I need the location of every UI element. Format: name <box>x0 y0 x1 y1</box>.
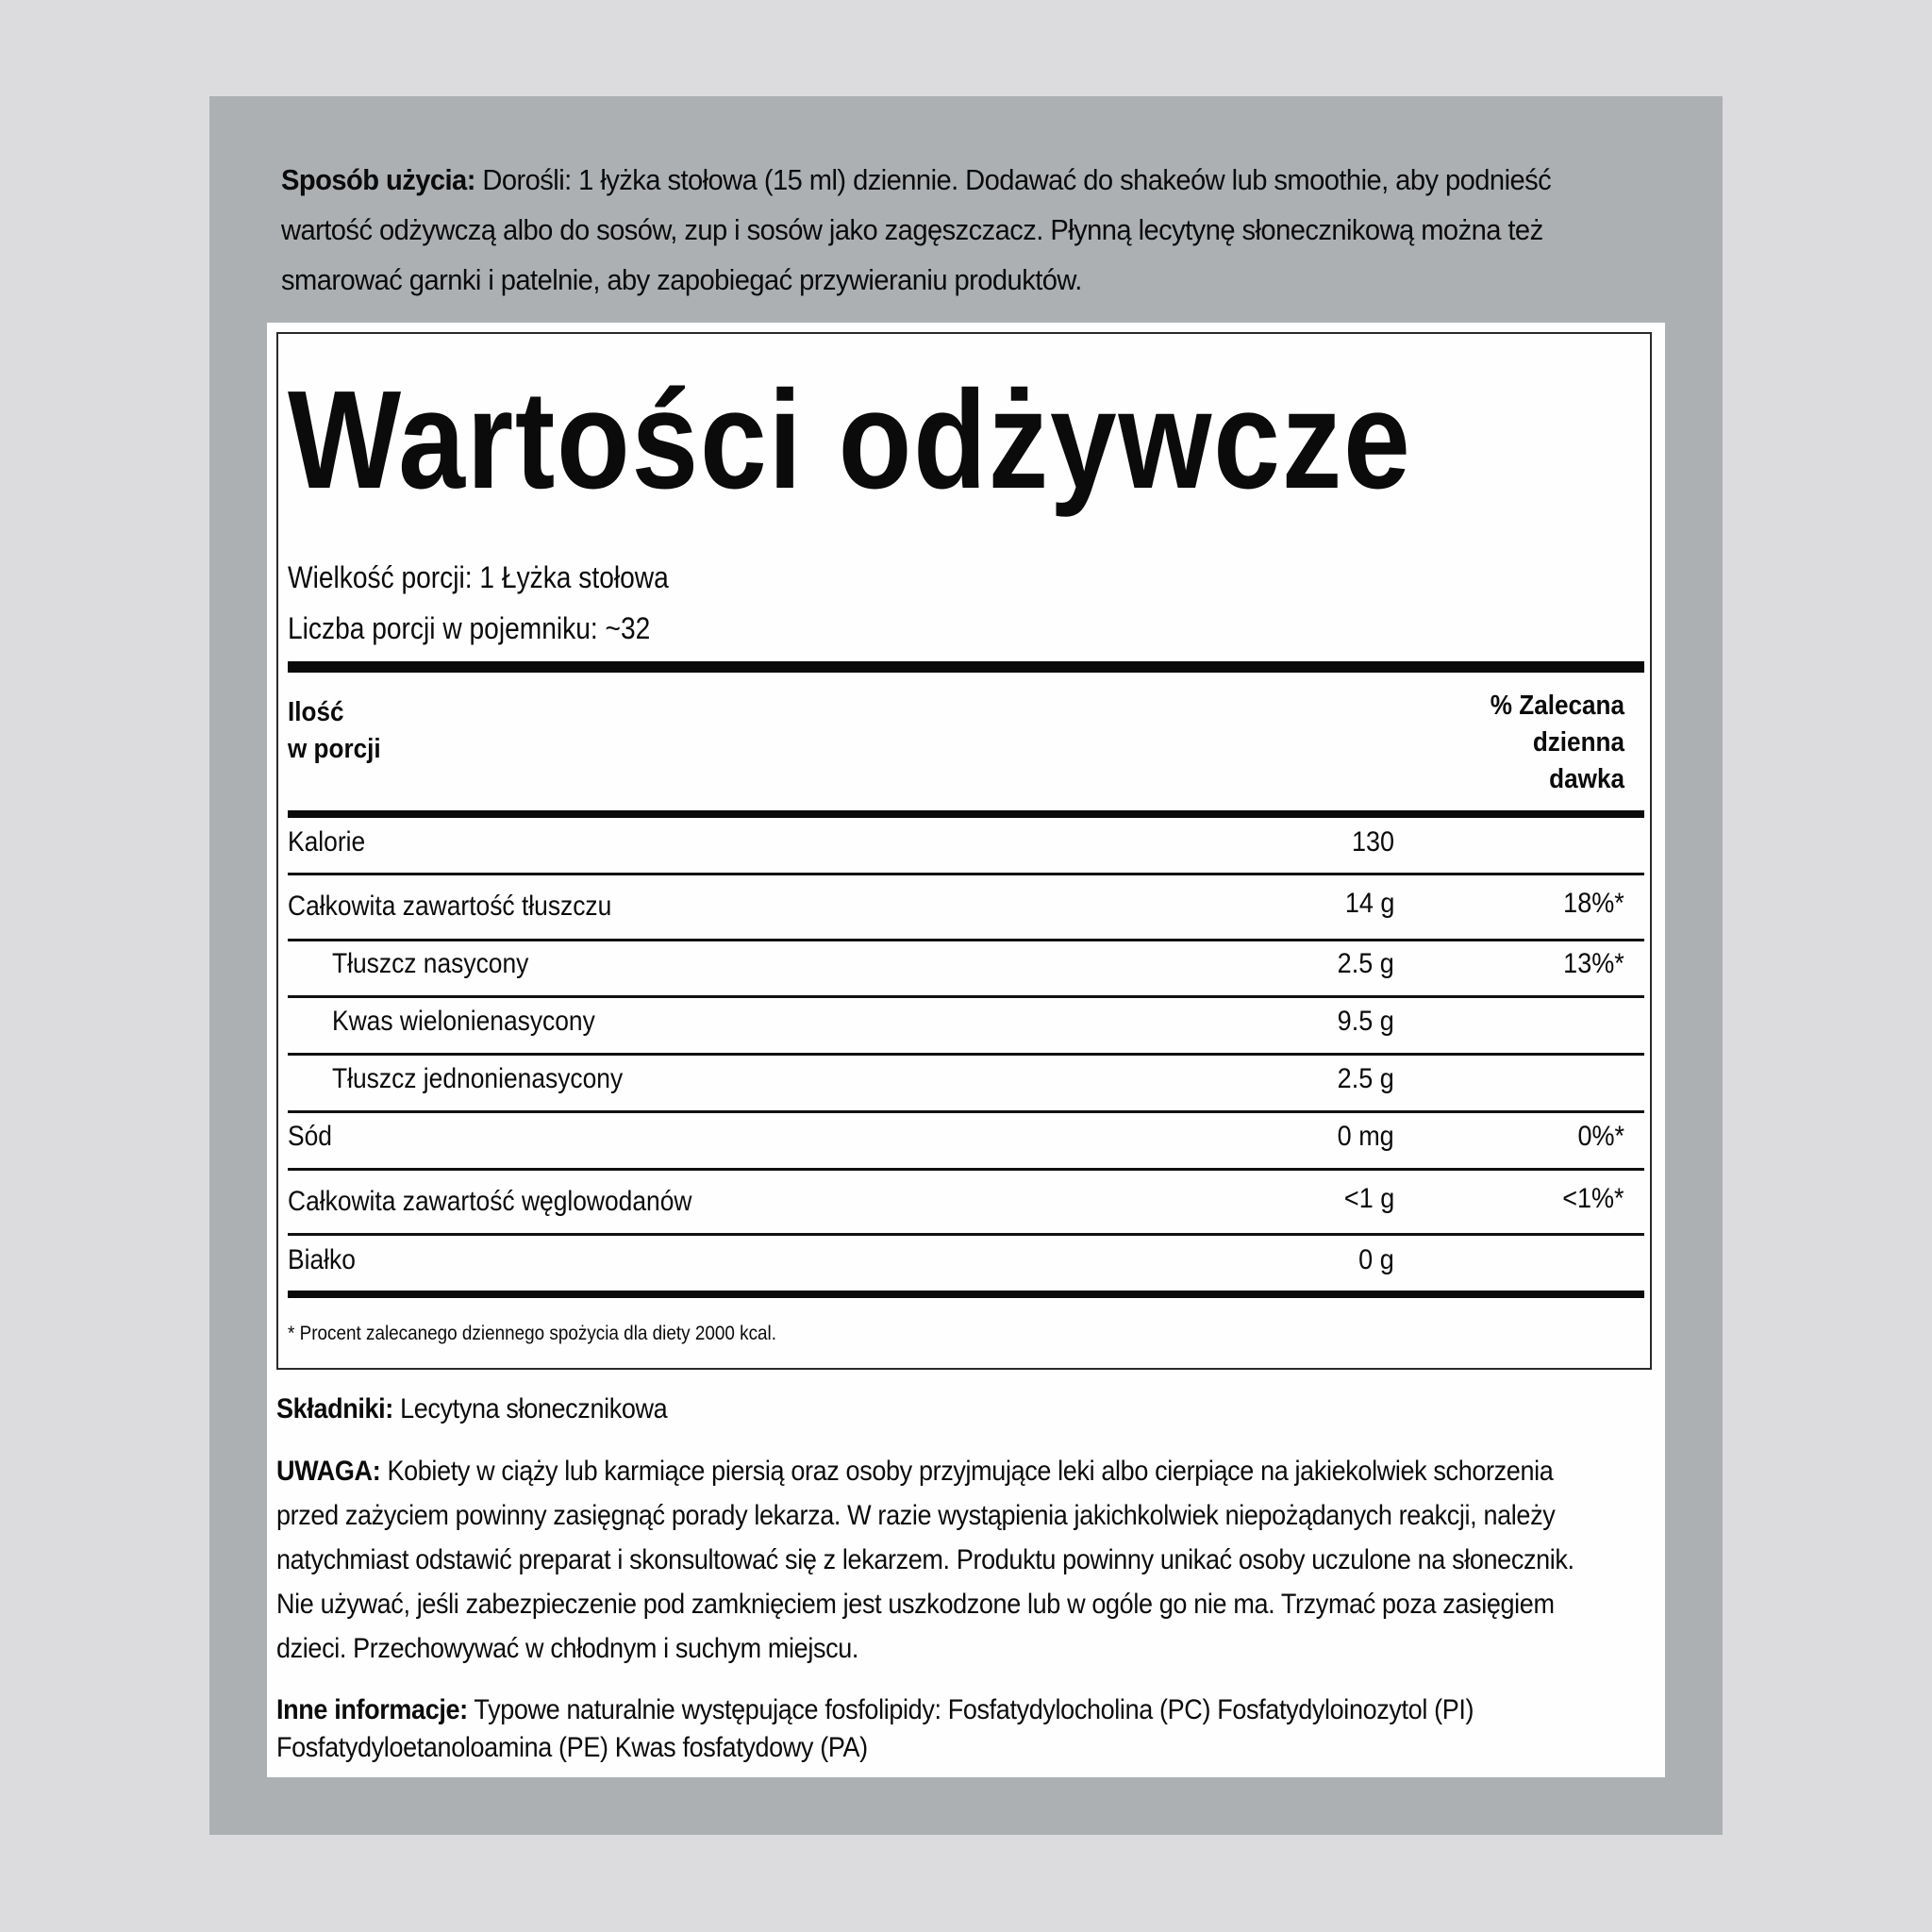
row-divider <box>288 1168 1644 1171</box>
header-left-line2: w porcji <box>288 734 381 764</box>
row-divider <box>288 1053 1644 1056</box>
nutrient-amount: 9.5 g <box>1337 1006 1394 1037</box>
nutrient-label: Białko <box>288 1244 356 1275</box>
nutrient-daily-value: 18%* <box>1563 888 1624 919</box>
warning-text <box>276 1449 1575 1671</box>
serving-size: Wielkość porcji: 1 Łyżka stołowa <box>288 560 669 594</box>
warning-body: Kobiety w ciąży lub karmiące piersią oraz osoby przyjmujące leki albo cierpiące na jakiekolwiek schorzenia przed zażyciem powinny zasięgnąć porady lekarza. W razie wystąpienia jakichkolwiek niepożądanych reakcji, należy natychmiast odstawić preparat i skonsultować się z lekarzem. Produktu powinny unikać osoby uczulone na słonecznik. Nie używać, jeśli zabezpieczenie pod zamknięciem jest uszkodzone lub w ogóle go nie ma. Trzymać poza zasięgiem dzieci. Przechowywać w chłodnym i suchym miejscu. <box>276 1456 1574 1664</box>
nutrient-daily-value: <1%* <box>1562 1183 1624 1214</box>
row-divider <box>288 873 1644 875</box>
thick-divider <box>288 810 1644 818</box>
amount-per-serving-header <box>288 694 381 768</box>
nutrient-amount: 0 mg <box>1337 1121 1394 1152</box>
nutrient-daily-value: 13%* <box>1563 948 1624 979</box>
directions-label: Sposób użycia: <box>281 163 475 196</box>
nutrient-label: Sód <box>288 1121 332 1152</box>
nutrient-label: Całkowita zawartość tłuszczu <box>288 891 612 922</box>
ingredients-text <box>276 1387 1575 1431</box>
thick-divider <box>288 661 1644 673</box>
nutrient-label: Tłuszcz nasycony <box>332 948 529 979</box>
nutrient-daily-value: 0%* <box>1577 1121 1624 1152</box>
directions-body: Dorośli: 1 łyżka stołowa (15 ml) dziennie. Dodawać do shakeów lub smoothie, aby podnieść wartość odżywczą albo do sosów, zup i sosów jako zagęszczacz. Płynną lecytynę słonecznikową można też smarować garnki i patelnie, aby zapobiegać przywieraniu produktów. <box>281 163 1552 296</box>
nutrient-amount: 130 <box>1351 826 1394 858</box>
header-right-line1: % Zalecana <box>1490 691 1624 721</box>
other-info-label: Inne informacje: <box>276 1694 468 1725</box>
header-left-line1: Ilość <box>288 697 344 727</box>
servings-per-container: Liczba porcji w pojemniku: ~32 <box>288 611 651 645</box>
daily-value-footnote: * Procent zalecanego dziennego spożycia dla diety 2000 kcal. <box>288 1323 776 1344</box>
nutrient-label: Całkowita zawartość węglowodanów <box>288 1186 692 1217</box>
row-divider <box>288 1110 1644 1113</box>
nutrient-amount: <1 g <box>1343 1183 1394 1214</box>
nutrient-amount: 14 g <box>1344 888 1394 919</box>
row-divider <box>288 939 1644 941</box>
nutrient-label: Kwas wielonienasycony <box>332 1006 595 1037</box>
row-divider <box>288 995 1644 998</box>
ingredients-label: Składniki: <box>276 1393 393 1424</box>
other-info-body: Typowe naturalnie występujące fosfolipidy: Fosfatydylocholina (PC) Fosfatydyloinozytol (PI) Fosfatydyloetanoloamina (PE) Kwas fosfatydowy (PA) <box>276 1694 1474 1763</box>
daily-value-header <box>1491 688 1624 798</box>
nutrient-label: Tłuszcz jednonienasycony <box>332 1063 624 1094</box>
nutrient-label: Kalorie <box>288 826 366 858</box>
row-divider <box>288 1233 1644 1236</box>
nutrition-facts-title: Wartości odżywcze <box>288 362 1412 518</box>
nutrient-amount: 2.5 g <box>1337 948 1394 979</box>
nutrient-amount: 0 g <box>1358 1244 1394 1275</box>
ingredients-body: Lecytyna słonecznikowa <box>392 1393 668 1424</box>
header-right-line2: dzienna <box>1532 727 1624 758</box>
thick-divider <box>288 1291 1644 1298</box>
nutrient-amount: 2.5 g <box>1337 1063 1394 1094</box>
directions-text <box>281 155 1558 305</box>
other-info-text <box>276 1691 1575 1767</box>
warning-label: UWAGA: <box>276 1456 381 1487</box>
header-right-line3: dawka <box>1549 764 1624 794</box>
